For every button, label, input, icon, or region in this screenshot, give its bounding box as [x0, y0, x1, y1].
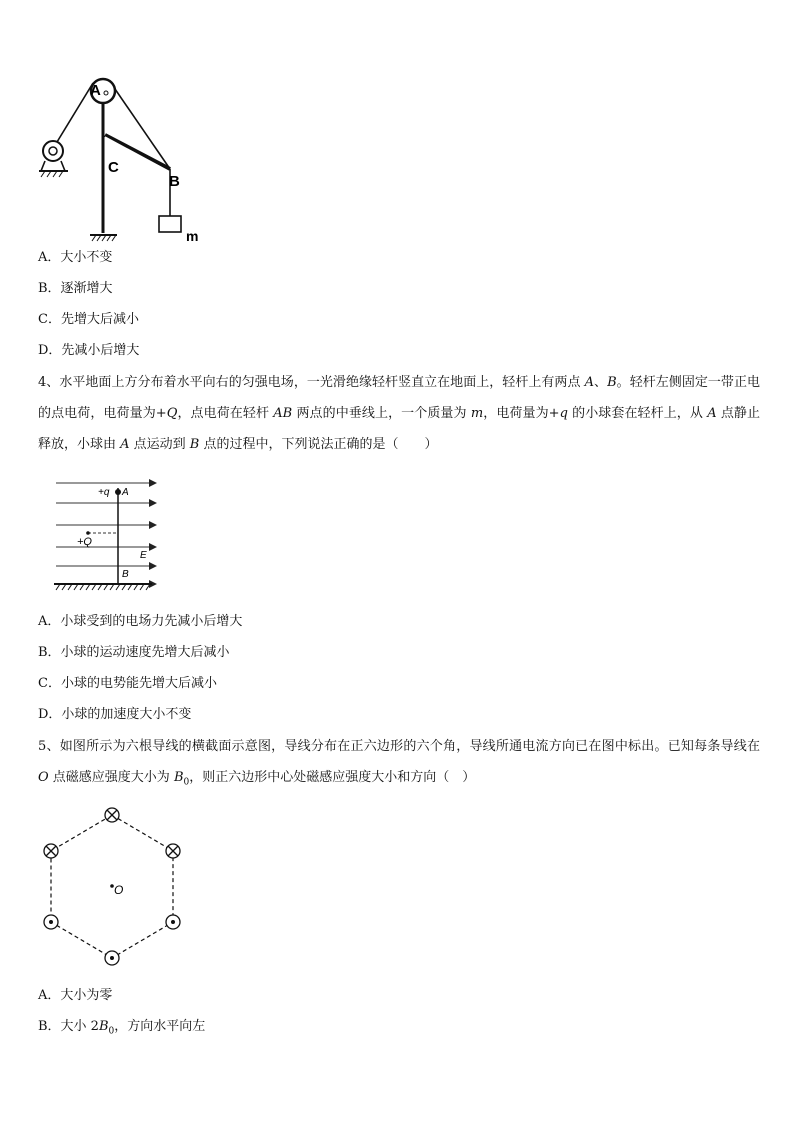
label-plus-Q: +Q — [77, 536, 92, 548]
wire-into-page-upper-left — [44, 844, 58, 858]
label-B: B — [169, 173, 180, 190]
q5-option-a[interactable]: A．大小为零 — [38, 988, 113, 1003]
wire-into-page-upper-right — [166, 844, 180, 858]
wire-into-page-top — [105, 808, 119, 822]
wire-out-of-page-lower-right — [166, 915, 180, 929]
q3-option-a[interactable]: A．大小不变 — [38, 250, 113, 265]
label-E: E — [140, 550, 147, 561]
q4-number: 4、 — [38, 375, 60, 390]
label-m: m — [186, 228, 199, 244]
label-A: A — [122, 487, 129, 498]
q5-stem: 5、如图所示为六根导线的横截面示意图，导线分布在正六边形的六个角，导线所通电流方向已在图中标出。已知每条导线在 O 点磁感应强度大小为 $B_0$，则正六边形中心处磁感应强度大小和方向（ ） — [38, 739, 760, 788]
label-B: B — [122, 569, 129, 580]
figure-hexagon-wires — [38, 800, 188, 970]
wire-out-of-page-bottom — [105, 951, 119, 965]
q3-option-b[interactable]: B．逐渐增大 — [38, 281, 113, 296]
label-plus-q: +q — [98, 487, 110, 498]
label-C: C — [108, 159, 119, 176]
label-A: A — [90, 82, 101, 99]
figure-electric-field — [52, 478, 172, 596]
q3-option-d[interactable]: D．先减小后增大 — [38, 343, 140, 358]
label-O: O — [114, 883, 124, 897]
q4-option-b[interactable]: B．小球的运动速度先增大后减小 — [38, 645, 230, 660]
q3-option-c[interactable]: C．先增大后减小 — [38, 312, 139, 327]
wire-out-of-page-lower-left — [44, 915, 58, 929]
figure-pulley-pole — [35, 75, 215, 245]
q4-option-c[interactable]: C．小球的电势能先增大后减小 — [38, 676, 217, 691]
q5-number: 5、 — [38, 739, 60, 754]
q4-stem: 4、水平地面上方分布着水平向右的匀强电场，一光滑绝缘轻杆竖直立在地面上，轻杆上有两点 A、B。轻杆左侧固定一带正电的点电荷，电荷量为+Q，点电荷在轻杆 AB 两点的中垂线上，一个质量为 m，电荷量为+q 的小球套在轻杆上，从 A 点静止释放，小球由 A 点运动到 B 点的过程中，下列说法正确的是（ ） — [38, 375, 760, 452]
q4-option-a[interactable]: A．小球受到的电场力先减小后增大 — [38, 614, 243, 629]
q5-option-b[interactable]: B．大小 $2B_0$，方向水平向左 — [38, 1019, 206, 1037]
q4-option-d[interactable]: D．小球的加速度大小不变 — [38, 707, 192, 722]
